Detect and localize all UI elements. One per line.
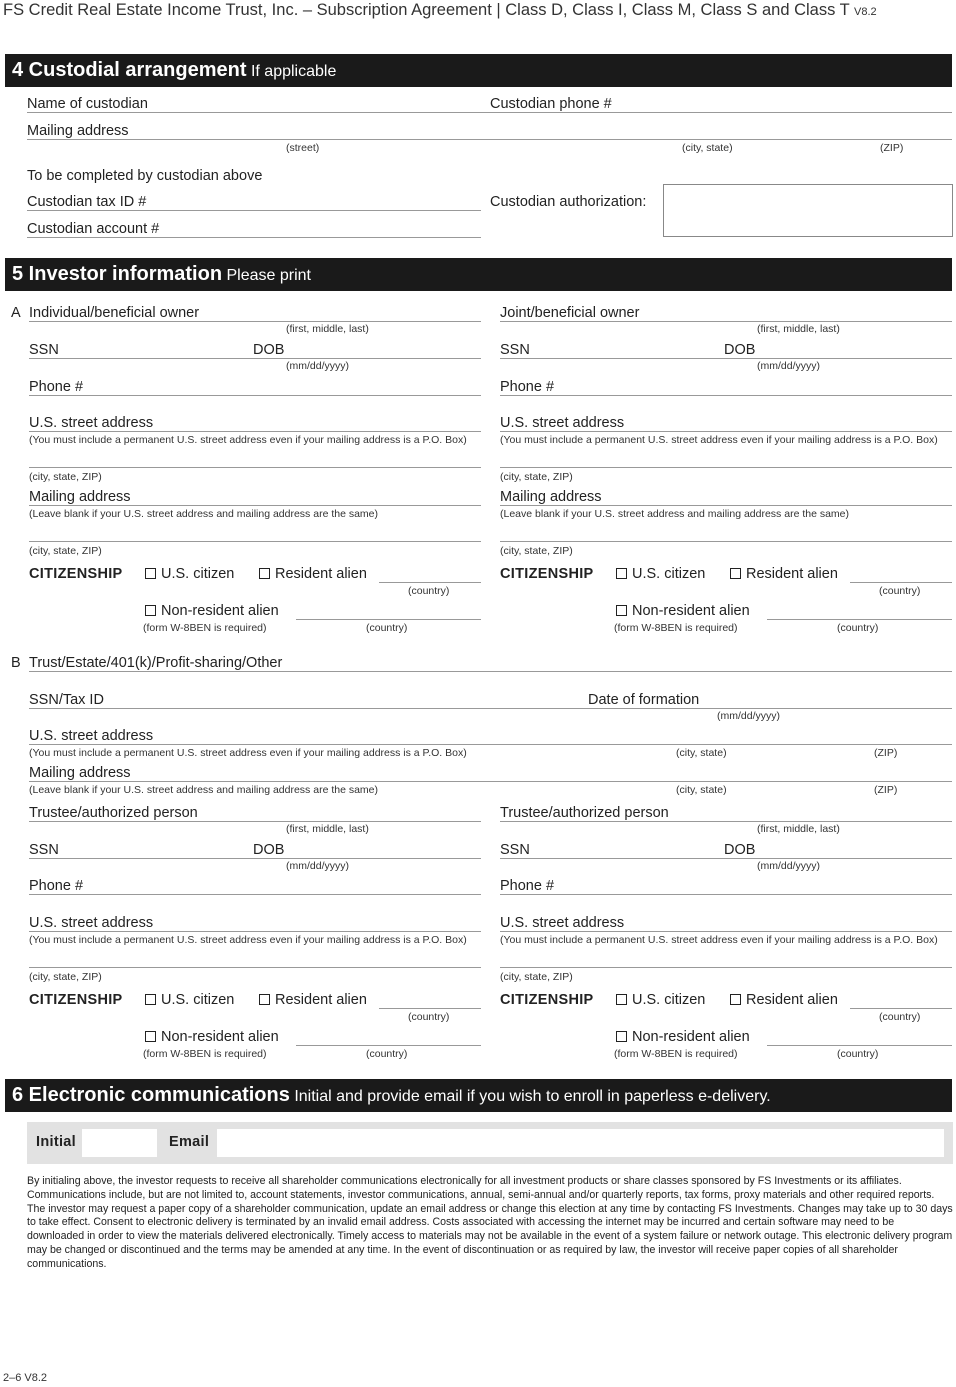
trust-mailing-label: Mailing address bbox=[29, 765, 131, 781]
ssn-label: SSN bbox=[29, 842, 59, 858]
custodian-phone-label: Custodian phone # bbox=[490, 96, 612, 112]
us-street-label: U.S. street address bbox=[500, 415, 625, 431]
date-hint: (mm/dd/yyyy) bbox=[286, 360, 349, 372]
custodian-mailing-address-field[interactable] bbox=[27, 139, 952, 140]
city-state-hint: (city, state) bbox=[676, 747, 727, 759]
trustee-phone-field[interactable] bbox=[29, 894, 481, 895]
trustee-2-ssn-dob-field[interactable] bbox=[500, 858, 952, 859]
ssn-tax-id-field[interactable] bbox=[29, 708, 952, 709]
city-state-hint: (city, state) bbox=[676, 784, 727, 796]
trustee-street-field[interactable] bbox=[29, 931, 481, 932]
joint-owner-label: Joint/beneficial owner bbox=[500, 305, 640, 321]
e-delivery-disclosure: By initialing above, the investor requests to receive all shareholder communications electronically for all investment products or share classes sponsored by FS Investments or its affiliates. Communications include, but are not limited to, account statements, investor communications, annual, semi-annual and/or quarterly reports, tax forms, proxy materials and other required reports. The investor may request a paper copy of a shareholder communication, update an email address or change this election at any time by contacting FS Investments. Changes may take up to 30 days to take effect. Consent to electronic delivery is terminated by an invalid email address. Costs associated with accessing the internet may be incurred and certain software may need to be downloaded in order to view the materials delivered electronically. Timely access to materials may not be available in the event of a system failure or network outage. This electronic delivery program may be changed or discontinued and the terms may be amended at any time. In the event of discontinuation or as required by law, the investor will receive paper copies of all shareholder communications. bbox=[27, 1175, 953, 1270]
city-state-zip-hint: (city, state, ZIP) bbox=[29, 545, 102, 557]
us-street-note: (You must include a permanent U.S. street address even if your mailing address is a P.O. Box) bbox=[500, 934, 938, 946]
non-resident-alien-label: Non-resident alien bbox=[632, 603, 750, 619]
city-state-zip-hint: (city, state, ZIP) bbox=[500, 545, 573, 557]
phone-label: Phone # bbox=[500, 379, 555, 395]
joint-city-state-zip-field[interactable] bbox=[500, 467, 952, 468]
checkbox-icon[interactable] bbox=[145, 605, 156, 616]
resident-alien-option[interactable] bbox=[730, 566, 838, 582]
header-version: V8.2 bbox=[854, 6, 877, 18]
name-of-custodian-field[interactable] bbox=[27, 112, 952, 113]
individual-owner-field[interactable] bbox=[29, 321, 481, 322]
country-hint: (country) bbox=[837, 622, 879, 634]
non-resident-alien-option[interactable] bbox=[616, 1029, 750, 1045]
checkbox-icon[interactable] bbox=[616, 1031, 627, 1042]
resident-alien-option[interactable] bbox=[259, 992, 367, 1008]
dob-label: DOB bbox=[253, 342, 285, 358]
us-citizen-label: U.S. citizen bbox=[161, 566, 235, 582]
citizenship-label: CITIZENSHIP bbox=[29, 992, 123, 1008]
dob-label: DOB bbox=[724, 842, 756, 858]
w8ben-note: (form W-8BEN is required) bbox=[143, 1048, 267, 1060]
section-4-title: 4 Custodial arrangement bbox=[12, 59, 247, 81]
resident-country-field[interactable] bbox=[850, 582, 952, 583]
header-title: FS Credit Real Estate Income Trust, Inc. – Subscription Agreement | Class D, Class I, Class M, Class S and Class T bbox=[3, 1, 850, 19]
country-hint: (country) bbox=[879, 585, 921, 597]
us-street-field[interactable] bbox=[29, 431, 481, 432]
trustee-label: Trustee/authorized person bbox=[29, 805, 198, 821]
section-a-letter: A bbox=[11, 305, 21, 321]
citizenship-label: CITIZENSHIP bbox=[500, 566, 594, 582]
non-resident-country-field[interactable] bbox=[296, 1045, 481, 1046]
country-hint: (country) bbox=[366, 1048, 408, 1060]
trustee-2-city-field[interactable] bbox=[500, 967, 952, 968]
resident-country-field[interactable] bbox=[379, 582, 481, 583]
checkbox-icon[interactable] bbox=[616, 605, 627, 616]
non-resident-country-field[interactable] bbox=[296, 619, 481, 620]
date-hint: (mm/dd/yyyy) bbox=[717, 710, 780, 722]
section-6-title: 6 Electronic communications bbox=[12, 1084, 290, 1106]
joint-us-street-field[interactable] bbox=[500, 431, 952, 432]
country-hint: (country) bbox=[837, 1048, 879, 1060]
us-citizen-option[interactable] bbox=[616, 566, 705, 582]
trustee-label: Trustee/authorized person bbox=[500, 805, 669, 821]
us-street-label: U.S. street address bbox=[29, 415, 154, 431]
resident-country-field[interactable] bbox=[850, 1008, 952, 1009]
city-state-zip-hint: (city, state, ZIP) bbox=[29, 471, 102, 483]
citizenship-label: CITIZENSHIP bbox=[500, 992, 594, 1008]
non-resident-alien-option[interactable] bbox=[616, 603, 750, 619]
joint-phone-field[interactable] bbox=[500, 395, 952, 396]
zip-hint: (ZIP) bbox=[874, 747, 898, 759]
trustee-field[interactable] bbox=[29, 821, 481, 822]
name-of-custodian-label: Name of custodian bbox=[27, 96, 148, 112]
trustee-2-phone-field[interactable] bbox=[500, 894, 952, 895]
us-citizen-label: U.S. citizen bbox=[632, 566, 706, 582]
zip-hint: (ZIP) bbox=[880, 142, 904, 154]
mailing-city-state-zip-field[interactable] bbox=[29, 541, 481, 542]
ssn-tax-id-label: SSN/Tax ID bbox=[29, 692, 104, 708]
checkbox-icon[interactable] bbox=[259, 994, 270, 1005]
mailing-address-label: Mailing address bbox=[500, 489, 602, 505]
checkbox-icon[interactable] bbox=[730, 568, 741, 579]
ssn-label: SSN bbox=[500, 342, 530, 358]
checkbox-icon[interactable] bbox=[145, 1031, 156, 1042]
custodian-account-label: Custodian account # bbox=[27, 221, 160, 237]
phone-label: Phone # bbox=[29, 379, 84, 395]
resident-alien-label: Resident alien bbox=[275, 566, 367, 582]
joint-mailing-address-field[interactable] bbox=[500, 505, 952, 506]
name-hint: (first, middle, last) bbox=[286, 823, 369, 835]
individual-owner-label: Individual/beneficial owner bbox=[29, 305, 200, 321]
us-citizen-option[interactable] bbox=[145, 992, 234, 1008]
phone-label: Phone # bbox=[29, 878, 84, 894]
date-of-formation-label: Date of formation bbox=[588, 692, 700, 708]
ssn-label: SSN bbox=[29, 342, 59, 358]
non-resident-alien-label: Non-resident alien bbox=[161, 1029, 279, 1045]
city-state-zip-field[interactable] bbox=[29, 467, 481, 468]
street-hint: (street) bbox=[286, 142, 320, 154]
trust-mailing-field[interactable] bbox=[29, 781, 952, 782]
mailing-address-label: Mailing address bbox=[29, 489, 131, 505]
section-6-subtitle: Initial and provide email if you wish to enroll in paperless e-delivery. bbox=[294, 1088, 771, 1105]
us-street-note: (You must include a permanent U.S. street address even if your mailing address is a P.O. Box) bbox=[29, 434, 467, 446]
joint-ssn-dob-field[interactable] bbox=[500, 358, 952, 359]
trust-us-street-label: U.S. street address bbox=[29, 728, 154, 744]
resident-alien-option[interactable] bbox=[730, 992, 838, 1008]
ssn-dob-field[interactable] bbox=[29, 358, 481, 359]
email-label: Email bbox=[169, 1134, 210, 1150]
document-header bbox=[3, 1, 877, 20]
ssn-label: SSN bbox=[500, 842, 530, 858]
custodian-tax-id-field[interactable] bbox=[27, 210, 481, 211]
city-state-hint: (city, state) bbox=[682, 142, 733, 154]
name-hint: (first, middle, last) bbox=[286, 323, 369, 335]
country-hint: (country) bbox=[879, 1011, 921, 1023]
custodian-authorization-box[interactable] bbox=[663, 184, 953, 237]
to-be-completed-label: To be completed by custodian above bbox=[27, 168, 263, 184]
section-4-subtitle: If applicable bbox=[250, 63, 337, 80]
us-citizen-label: U.S. citizen bbox=[161, 992, 235, 1008]
phone-field[interactable] bbox=[29, 395, 481, 396]
custodian-mailing-address-label: Mailing address bbox=[27, 123, 129, 139]
custodian-tax-id-label: Custodian tax ID # bbox=[27, 194, 147, 210]
section-5-header bbox=[5, 258, 952, 291]
checkbox-icon[interactable] bbox=[145, 568, 156, 579]
date-hint: (mm/dd/yyyy) bbox=[757, 360, 820, 372]
name-hint: (first, middle, last) bbox=[757, 323, 840, 335]
resident-alien-label: Resident alien bbox=[746, 992, 838, 1008]
w8ben-note: (form W-8BEN is required) bbox=[614, 1048, 738, 1060]
dob-label: DOB bbox=[724, 342, 756, 358]
non-resident-alien-label: Non-resident alien bbox=[161, 603, 279, 619]
section-4-header bbox=[5, 54, 952, 87]
name-hint: (first, middle, last) bbox=[757, 823, 840, 835]
trust-us-street-field[interactable] bbox=[29, 744, 952, 745]
citizenship-label: CITIZENSHIP bbox=[29, 566, 123, 582]
page-footer: 2–6 V8.2 bbox=[3, 1372, 48, 1384]
section-5-title: 5 Investor information bbox=[12, 263, 223, 285]
resident-alien-option[interactable] bbox=[259, 566, 367, 582]
non-resident-alien-option[interactable] bbox=[145, 603, 279, 619]
resident-alien-label: Resident alien bbox=[275, 992, 367, 1008]
w8ben-note: (form W-8BEN is required) bbox=[614, 622, 738, 634]
us-street-note: (You must include a permanent U.S. street address even if your mailing address is a P.O. Box) bbox=[29, 934, 467, 946]
w8ben-note: (form W-8BEN is required) bbox=[143, 622, 267, 634]
us-citizen-option[interactable] bbox=[145, 566, 234, 582]
us-street-label: U.S. street address bbox=[29, 915, 154, 931]
custodian-account-field[interactable] bbox=[27, 237, 481, 238]
section-5-subtitle: Please print bbox=[226, 267, 311, 284]
checkbox-icon[interactable] bbox=[730, 994, 741, 1005]
country-hint: (country) bbox=[408, 585, 450, 597]
mailing-note: (Leave blank if your U.S. street address and mailing address are the same) bbox=[29, 508, 379, 520]
section-6-header bbox=[5, 1079, 952, 1112]
us-street-note: (You must include a permanent U.S. street address even if your mailing address is a P.O. Box) bbox=[500, 434, 938, 446]
trustee-2-field[interactable] bbox=[500, 821, 952, 822]
phone-label: Phone # bbox=[500, 878, 555, 894]
city-state-zip-hint: (city, state, ZIP) bbox=[500, 471, 573, 483]
country-hint: (country) bbox=[366, 622, 408, 634]
mailing-note: (Leave blank if your U.S. street address and mailing address are the same) bbox=[29, 784, 379, 796]
initial-input[interactable] bbox=[82, 1129, 157, 1157]
zip-hint: (ZIP) bbox=[874, 784, 898, 796]
country-hint: (country) bbox=[408, 1011, 450, 1023]
mailing-address-field[interactable] bbox=[29, 505, 481, 506]
non-resident-alien-label: Non-resident alien bbox=[632, 1029, 750, 1045]
mailing-note: (Leave blank if your U.S. street address and mailing address are the same) bbox=[500, 508, 850, 520]
dob-label: DOB bbox=[253, 842, 285, 858]
non-resident-country-field[interactable] bbox=[767, 619, 952, 620]
checkbox-icon[interactable] bbox=[616, 568, 627, 579]
trustee-ssn-dob-field[interactable] bbox=[29, 858, 481, 859]
resident-alien-label: Resident alien bbox=[746, 566, 838, 582]
email-input[interactable] bbox=[217, 1129, 944, 1157]
section-b-letter: B bbox=[11, 655, 21, 671]
us-street-label: U.S. street address bbox=[500, 915, 625, 931]
checkbox-icon[interactable] bbox=[145, 994, 156, 1005]
trust-label: Trust/Estate/401(k)/Profit-sharing/Other bbox=[29, 655, 283, 671]
non-resident-alien-option[interactable] bbox=[145, 1029, 279, 1045]
checkbox-icon[interactable] bbox=[616, 994, 627, 1005]
city-state-zip-hint: (city, state, ZIP) bbox=[500, 971, 573, 983]
date-hint: (mm/dd/yyyy) bbox=[286, 860, 349, 872]
date-hint: (mm/dd/yyyy) bbox=[757, 860, 820, 872]
city-state-zip-hint: (city, state, ZIP) bbox=[29, 971, 102, 983]
us-street-note: (You must include a permanent U.S. street address even if your mailing address is a P.O. Box) bbox=[29, 747, 467, 759]
us-citizen-option[interactable] bbox=[616, 992, 705, 1008]
custodian-authorization-label: Custodian authorization: bbox=[490, 194, 647, 210]
trust-field[interactable] bbox=[29, 671, 952, 672]
resident-country-field[interactable] bbox=[379, 1008, 481, 1009]
non-resident-country-field[interactable] bbox=[767, 1045, 952, 1046]
checkbox-icon[interactable] bbox=[259, 568, 270, 579]
initial-label: Initial bbox=[36, 1134, 76, 1150]
us-citizen-label: U.S. citizen bbox=[632, 992, 706, 1008]
trustee-city-field[interactable] bbox=[29, 967, 481, 968]
joint-mailing-city-field[interactable] bbox=[500, 541, 952, 542]
joint-owner-field[interactable] bbox=[500, 321, 952, 322]
trustee-2-street-field[interactable] bbox=[500, 931, 952, 932]
